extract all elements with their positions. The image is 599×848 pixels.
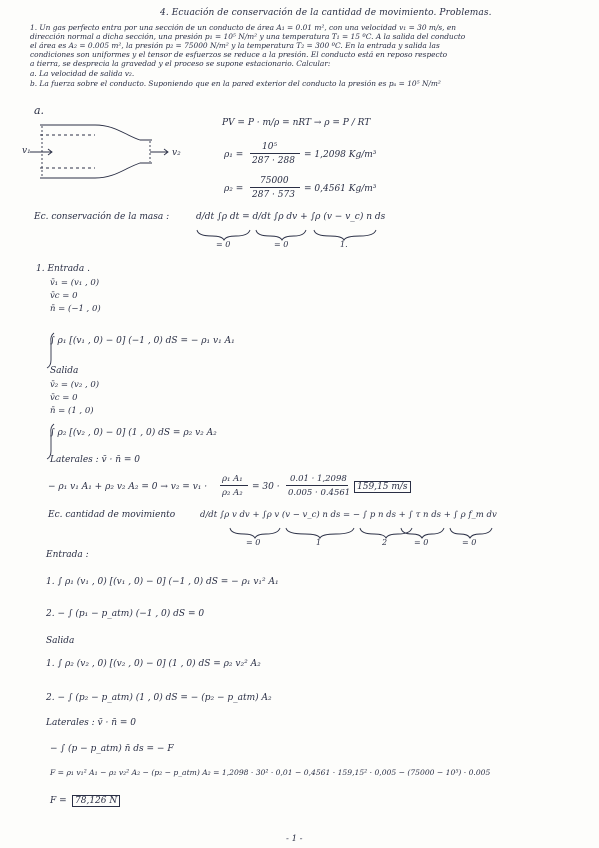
mass-eq-label: Ec. conservación de la masa : (34, 212, 170, 222)
brace-label: = 0 (274, 240, 289, 249)
entrada-eq2: 2. − ∫ (p₁ − p_atm) (−1 , 0) dS = 0 (46, 609, 205, 619)
v2-result-lhs: − ρ₁ v₁ A₁ + ρ₂ v₂ A₂ = 0 → v₂ = v₁ · (48, 482, 208, 492)
salida-integral: ∫ ρ₂ [(v₂ , 0) − 0] (1 , 0) dS = ρ₂ v₂ A₂ (50, 428, 217, 438)
laterales-line: Laterales : v̄ · n̄ = 0 (50, 455, 140, 465)
page-number: - 1 - (286, 834, 303, 844)
problem-line: b. La fuerza sobre el conducto. Suponiendo que en la pared exterior del conducto la presión es pₐ = 10⁵ N/m² (30, 79, 441, 88)
force-label: F = (50, 796, 67, 806)
momentum-eq: d/dt ∫ρ v dv + ∫ρ v (v − v_c) n ds = − ∫ p n ds + ∫ τ n ds + ∫ ρ f_m dv (200, 510, 497, 520)
v2-label: v₂ (172, 148, 181, 158)
page-title: 4. Ecuación de conservación de la cantidad de movimiento. Problemas. (160, 8, 492, 18)
force-answer: 78,126 N (72, 795, 120, 807)
brace-label: = 0 (246, 538, 261, 547)
rho2-lhs: ρ₂ = (224, 184, 244, 194)
salida-line: v̄₂ = (v₂ , 0) (50, 380, 100, 390)
salida-section-title: Salida (46, 636, 75, 646)
fraction-bar (250, 187, 300, 188)
problem-line: a tierra, se desprecia la gravedad y el proceso se supone estacionario. Calcular: (30, 59, 331, 68)
brace-label: = 0 (462, 538, 477, 547)
entrada-integral: ∫ ρ₁ [(v₁ , 0) − 0] (−1 , 0) dS = − ρ₁ v₁ A₁ (50, 336, 235, 346)
v1-label: v₁ (22, 146, 31, 156)
force-equation: F = ρ₁ v₁² A₁ − ρ₂ v₂² A₂ − (p₂ − p_atm) A₂ = 1,2098 · 30² · 0,01 − 0,4561 · 159,15² · 0,005 − (75000 − 10⁵) · 0.005 (50, 768, 491, 777)
salida-line: n̄ = (1 , 0) (50, 406, 94, 416)
salida-eq1: 1. ∫ ρ₂ (v₂ , 0) [(v₂ , 0) − 0] (1 , 0) dS = ρ₂ v₂² A₂ (46, 659, 261, 669)
v2-den: 0.005 · 0.4561 (288, 488, 351, 498)
problem-line: dirección normal a dicha sección, una presión p₁ = 10⁵ N/m² y una temperatura T₁ = 15 ºC. A la salida del conducto (30, 32, 466, 41)
v2-num: 0.01 · 1,2098 (290, 474, 347, 484)
problem-line: condiciones son uniformes y el tensor de esfuerzos se reduce a la presión. El conducto está en reposo respecto (30, 50, 448, 59)
problem-line: 1. Un gas perfecto entra por una sección de un conducto de área A₁ = 0.01 m², con una velocidad v₁ = 30 m/s, en (30, 23, 456, 32)
salida-line: v̄c = 0 (50, 393, 78, 403)
rho1-value: = 1,2098 Kg/m³ (304, 150, 377, 160)
brace-label: 1. (340, 240, 348, 249)
rho2-den: 287 · 573 (252, 190, 295, 200)
momentum-label: Ec. cantidad de movimiento (48, 510, 176, 520)
entrada-eq1: 1. ∫ ρ₁ (v₁ , 0) [(v₁ , 0) − 0] (−1 , 0) dS = − ρ₁ v₁² A₁ (46, 577, 279, 587)
entrada-line: n̄ = (−1 , 0) (50, 304, 101, 314)
entrada-section-title: Entrada : (46, 550, 89, 560)
entrada-line: v̄₁ = (v₁ , 0) (50, 278, 100, 288)
mass-eq: d/dt ∫ρ dt = d/dt ∫ρ dv + ∫ρ (v − v_c) n ds (196, 212, 386, 222)
problem-line: a. La velocidad de salida v₂. (30, 69, 135, 78)
entrada-line: v̄c = 0 (50, 291, 78, 301)
fraction-bar (250, 153, 300, 154)
brace-label: 1 (316, 538, 322, 547)
fraction-bar (286, 485, 348, 486)
rho1-num: 10⁵ (262, 142, 278, 152)
part-a-label: a. (34, 104, 45, 117)
rho1-lhs: ρ₁ = (224, 150, 244, 160)
frac-num: ρ₁ A₁ (222, 474, 243, 484)
salida-eq2: 2. − ∫ (p₂ − p_atm) (1 , 0) dS = − (p₂ − p_atm) A₂ (46, 693, 272, 703)
rho2-num: 75000 (260, 176, 289, 186)
fraction-bar (220, 485, 248, 486)
v2-result-mid: = 30 · (252, 482, 280, 492)
rho1-den: 287 · 288 (252, 156, 295, 166)
laterales-eq: − ∫ (p − p_atm) n̄ ds = − F (50, 744, 174, 754)
problem-line: el área es A₂ = 0.005 m², la presión p₂ = 75000 N/m² y la temperatura T₂ = 300 ºC. En la entrada y salida las (30, 41, 440, 50)
salida-title: Salida (50, 366, 79, 376)
v2-answer: 159,15 m/s (354, 481, 411, 493)
salida-laterales: Laterales : v̄ · n̄ = 0 (46, 718, 136, 728)
gas-law: PV = P · m/ρ = nRT → ρ = P / RT (222, 118, 371, 128)
entrada-title: 1. Entrada . (36, 264, 90, 274)
brace-label: = 0 (414, 538, 429, 547)
rho2-value: = 0,4561 Kg/m³ (304, 184, 377, 194)
brace-label: 2 (382, 538, 388, 547)
brace-label: = 0 (216, 240, 231, 249)
frac-den: ρ₂ A₂ (222, 488, 243, 498)
